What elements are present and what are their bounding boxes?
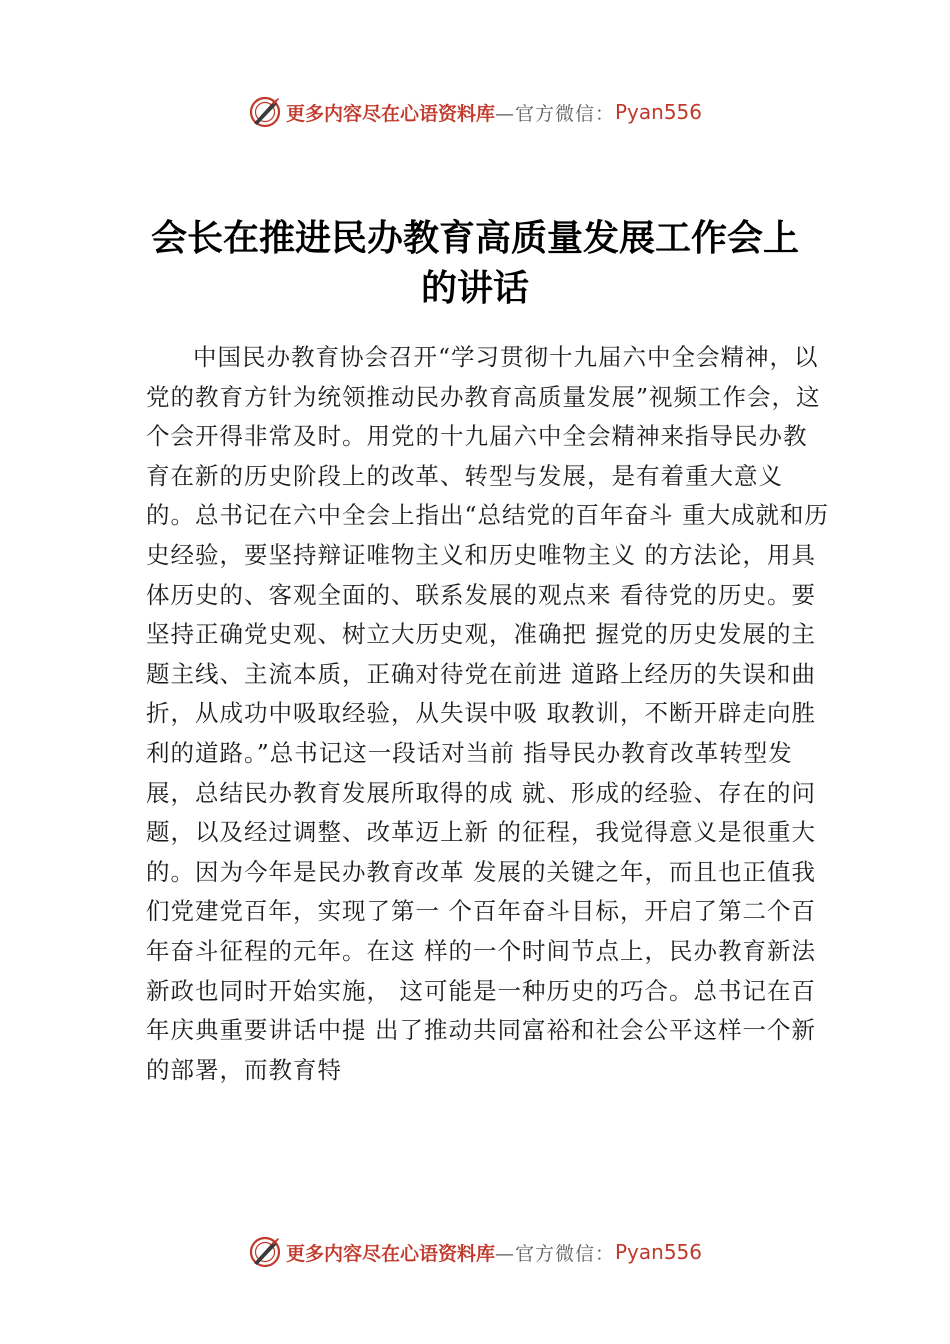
banner-wechat-id: Pyan556 xyxy=(615,1240,703,1264)
footer-banner xyxy=(0,1232,950,1272)
banner-wechat-id: Pyan556 xyxy=(615,100,703,124)
quill-seal-icon xyxy=(248,95,282,129)
banner-library-text: 更多内容尽在心语资料库 xyxy=(285,102,495,125)
document-title: 会长在推进民办教育高质量发展工作会上的讲话 xyxy=(150,218,799,309)
body-paragraph: 中国民办教育协会召开“学习贯彻十九届六中全会精神，以党的教育方针为统领推动民办教育高质量发展”视频工作会，这个会开得非常及时。用党的十九届六中全会精神来指导民办教育在新的历史阶段上的改革、转型与发展，是有着重大意义的。总书记在六中全会上指出“总结党的百年奋斗 重大成就和历史经验，要坚持辩证唯物主义和历史唯物主义 的方法论，用具体历史的、客观全面的、联系发展的观点来 看待党的历史。要坚持正确党史观、树立大历史观，准确把 握党的历史发展的主题主线、主流本质，正确对待党在前进 道路上经历的失误和曲折，从成功中吸取经验，从失误中吸 取教训，不断开辟走向胜利的道路。”总书记这一段话对当前 指导民办教育改革转型发展，总结民办教育发展所取得的成 就、形成的经验、存在的问题，以及经过调整、改革迈上新 的征程，我觉得意义是很重大的。因为今年是民办教育改革 发展的关键之年，而且也正值我们党建党百年，实现了第一 个百年奋斗目标，开启了第二个百年奋斗征程的元年。在这 样的一个时间节点上，民办教育新法新政也同时开始实施， 这可能是一种历史的巧合。总书记在百年庆典重要讲话中提 出了推动共同富裕和社会公平这样一个新的部署，而教育特 xyxy=(146,343,829,1084)
banner-library-text: 更多内容尽在心语资料库 xyxy=(285,1242,495,1265)
quill-seal-icon xyxy=(248,1235,282,1269)
banner-wechat-label: —官方微信： xyxy=(494,102,615,125)
header-banner xyxy=(0,92,950,132)
banner-wechat-label: —官方微信： xyxy=(494,1242,615,1265)
